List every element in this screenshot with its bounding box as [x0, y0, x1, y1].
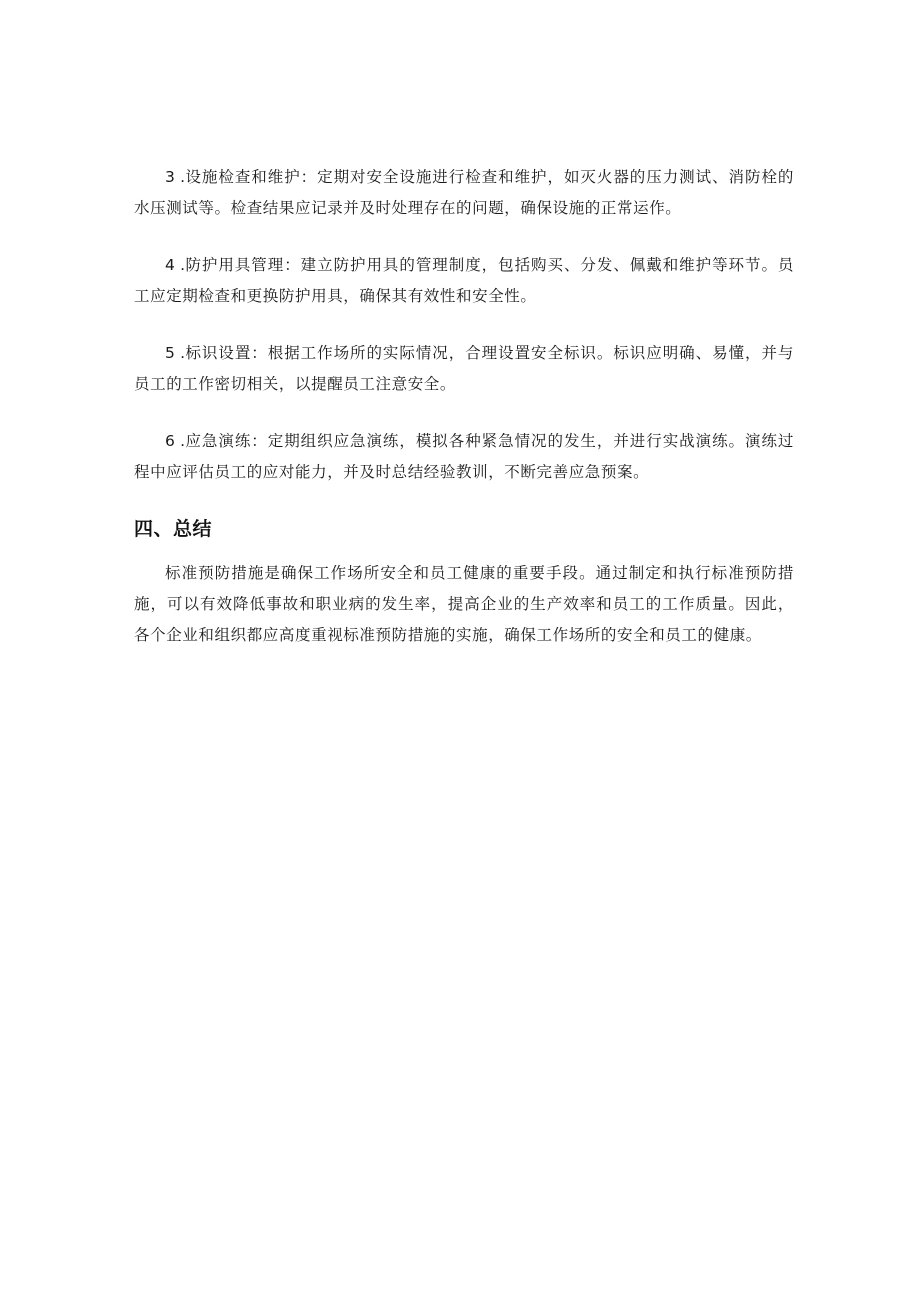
list-item-text: 应急演练：定期组织应急演练，模拟各种紧急情况的发生，并进行实战演练。演练过程中应评估员工的应对能力，并及时总结经验教训，不断完善应急预案。: [134, 432, 795, 481]
list-item-number: 6: [165, 432, 175, 450]
list-item-number: 4: [165, 256, 175, 274]
list-item-separator: .: [174, 168, 186, 186]
list-item-text: 设施检查和维护：定期对安全设施进行检查和维护，如灭火器的压力测试、消防栓的水压测试等。检查结果应记录并及时处理存在的问题，确保设施的正常运作。: [134, 168, 795, 217]
list-item-separator: .: [174, 344, 186, 362]
list-item-4: [134, 250, 794, 312]
list-item-number: 3: [165, 168, 175, 186]
summary-paragraph: 标准预防措施是确保工作场所安全和员工健康的重要手段。通过制定和执行标准预防措施，可以有效降低事故和职业病的发生率，提高企业的生产效率和员工的工作质量。因此，各个企业和组织都应高度重视标准预防措施的实施，确保工作场所的安全和员工的健康。: [134, 564, 794, 644]
list-item-5: [134, 338, 794, 400]
document-body: [134, 162, 794, 651]
list-item-number: 5: [165, 344, 175, 362]
list-item-separator: .: [174, 256, 186, 274]
list-item-3: [134, 162, 794, 224]
list-item-6: [134, 426, 794, 488]
section-heading-summary: 四、总结: [134, 518, 213, 540]
list-item-text: 标识设置：根据工作场所的实际情况，合理设置安全标识。标识应明确、易懂，并与员工的工作密切相关，以提醒员工注意安全。: [134, 344, 795, 393]
list-item-text: 防护用具管理：建立防护用具的管理制度，包括购买、分发、佩戴和维护等环节。员工应定期检查和更换防护用具，确保其有效性和安全性。: [134, 256, 795, 305]
list-item-separator: .: [174, 432, 186, 450]
